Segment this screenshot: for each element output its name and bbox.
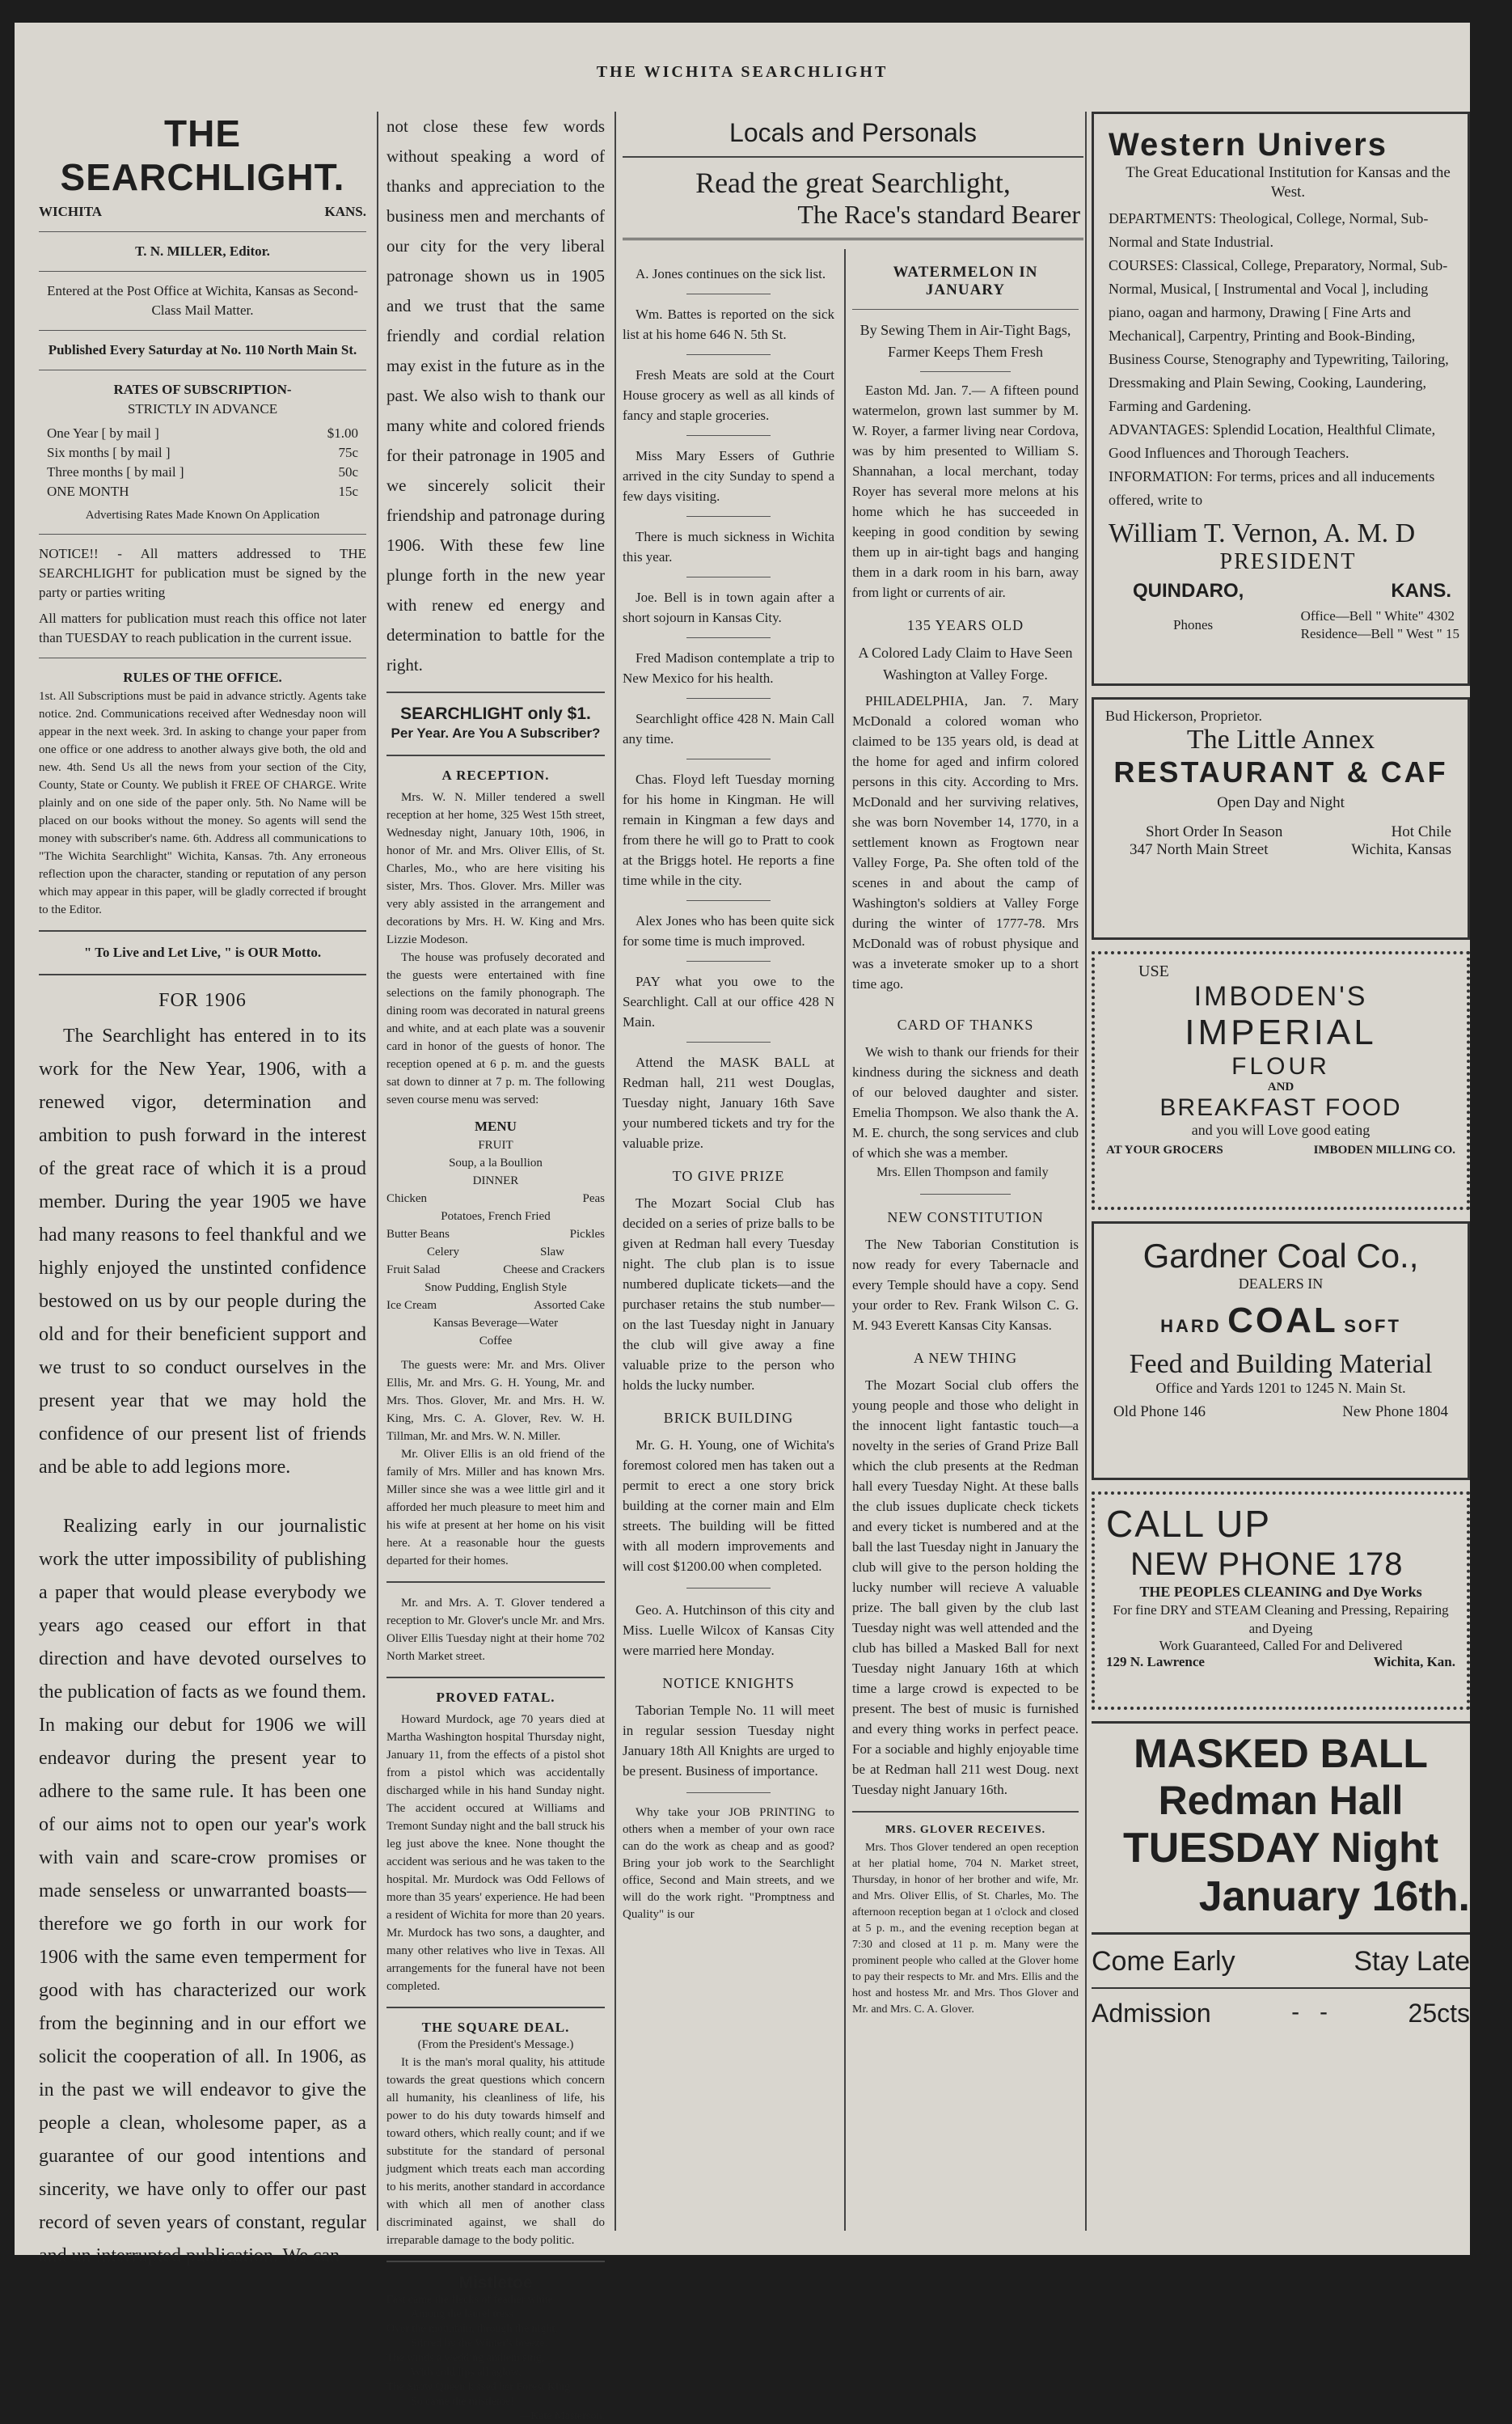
menu-item: Snow Pudding, English Style — [424, 1281, 567, 1294]
135-years-title: 135 YEARS OLD — [906, 617, 1024, 633]
menu-item: Slaw — [539, 1246, 564, 1259]
imboden-imperial: IMPERIAL — [1185, 1013, 1377, 1052]
for1906-p2: Realizing early in our journalistic work the utter impossibility of publishing a paper that would please everybody we years ago ceased our effort in that direction and have devoted ourselves to the publication of facts as we found them. In making our debut for 1906 we will endeavor during the present year to adhere to the same rule. It has been one of our aims not to open our year's work with vain and scare-crow promises or made senseless or unwarranted boasts—therefore we go forth in our work for 1906 with the same even temperment for good with has characterized our work from the beginning and in our effort we solicit the cooperation of all. In 1906, as in the past we will endeavor to give the people a clean, wholesome paper, as a guarantee of our good intentions and sincerity, we have only to offer our past record of seven years of constant, regular and un interrupted publication. We can- — [39, 1516, 366, 2266]
masthead-city: WICHITA — [39, 204, 103, 219]
call-up: CALL UP — [1106, 1503, 1272, 1545]
call-address: 129 N. Lawrence — [1106, 1654, 1205, 1669]
local-item: PAY what you owe to the Searchlight. Call at our office 428 N Main. — [623, 974, 834, 1030]
notice-signed: NOTICE!! - All matters addressed to THE SEARCHLIGHT for publication must be signed by the party or parties writing — [39, 546, 366, 600]
card-of-thanks-text: We wish to thank our friends for their kindness during the sickness and death of our beloved daughter and sister. Emelia Thompson. We also thank the A. M. E. church, the song services and club of which she was a member. — [852, 1044, 1079, 1161]
local-item: Attend the MASK BALL at Redman hall, 211 west Douglas, Tuesday night, January 16th Save your numbered tickets and try for the valuable prize. — [623, 1055, 834, 1151]
menu-row — [386, 1243, 605, 1261]
rate-price: 50c — [338, 464, 358, 480]
new-thing-text: The Mozart Social club offers the young people and those who delight in the innocent light fantastic touch—a novelty in the series of Grand Prize Ball which the club presents at the Redman hall every Tuesday Night. At these balls the club issues duplicate check tickets and every ticket is numbered and at the ball the last Tuesday night in January the club will give to the person holding the lucky number will recieve A valuable prize. The ball given by the club last Tuesday night was well attended and the club has billed a Masked Ball for next Tuesday night January 16th at which time a large crowd is expected to be present. The best of music is furnished and every thing works in perfect peace. For a sociable and highly enjoyable time be at Redman hall 211 west Doug. next Tuesday night January 16th. — [852, 1377, 1079, 1797]
coal-new-phone: New Phone 1804 — [1342, 1403, 1448, 1420]
rate-row — [47, 424, 358, 443]
local-item: Searchlight office 428 N. Main Call any time. — [623, 711, 834, 747]
notice-deadline: All matters for publication must reach this office not later than TUESDAY to reach publication in the current issue. — [39, 611, 366, 645]
rules-title: RULES OF THE OFFICE. — [123, 670, 282, 685]
menu-items — [386, 1190, 605, 1314]
annex-proprietor: Bud Hickerson, Proprietor. — [1105, 708, 1262, 724]
card-of-thanks-sign: Mrs. Ellen Thompson and family — [876, 1165, 1049, 1179]
call-for: For fine DRY and STEAM Cleaning and Pressing, Repairing and Dyeing — [1113, 1602, 1449, 1636]
annex-address: 347 North Main Street — [1130, 841, 1269, 858]
editor-line: T. N. MILLER, Editor. — [135, 243, 270, 259]
ball-date: January 16th. — [1198, 1873, 1470, 1920]
menu-item: Cheese and Crackers — [503, 1263, 605, 1276]
menu-item: Ice Cream — [386, 1299, 437, 1312]
watermelon-title: WATERMELON IN JANUARY — [893, 264, 1038, 298]
published-notice: Published Every Saturday at No. 110 North Main St. — [48, 342, 357, 357]
reception-title: A RECEPTION. — [441, 768, 550, 783]
brick-title: BRICK BUILDING — [663, 1410, 794, 1426]
married-text: Geo. A. Hutchinson of this city and Miss. Luelle Wilcox of Kansas City were married here Monday. — [623, 1602, 834, 1658]
local-item: Joe. Bell is in town again after a short sojourn in Kansas City. — [623, 590, 834, 625]
constitution-title: NEW CONSTITUTION — [887, 1209, 1044, 1225]
poem-line: Over the mountain, through the night, — [386, 2323, 558, 2335]
motto: " To Live and Let Live, " is OUR Motto. — [83, 945, 322, 960]
wu-departments: DEPARTMENTS: Theological, College, Normal, Sub-Normal and State Industrial. — [1109, 210, 1429, 250]
rates-title: RATES OF SUBSCRIPTION- — [113, 382, 292, 397]
fatal-text: Howard Murdock, age 70 years died at Martha Washington hospital Thursday night, January 11, from the effects of a pistol shot from a pistol which was accidentally discharged while in his hand Sunday night. The accident occured at Williams and Tremont Sunday night and the ball struck his leg just above the knee. None thought the accident was serious and he was taken to the hospital. Mr. Murdock was Odd Fellows of more than 35 years' experience. He had been a resident of Wichita for more than 20 years. Mr. Murdock has two sons, a daughter, and many other relatives who live in Texas. All arrangements for the funeral have not been completed. — [386, 1713, 605, 1993]
call-phone: NEW PHONE 178 — [1130, 1546, 1404, 1582]
menu-beverage: Kansas Beverage—Water — [433, 1317, 559, 1330]
advertising-note: Advertising Rates Made Known On Application — [85, 509, 320, 522]
entered-notice: Entered at the Post Office at Wichita, Kansas as Second-Class Mail Matter. — [47, 283, 358, 318]
local-item: Chas. Floyd left Tuesday morning for his home in Kingman. He will remain in Kingman a few days and from there he will go to Pratt to cook at the Briggs hotel. He reports a fine time while in the city. — [623, 772, 834, 888]
call-city: Wichita, Kan. — [1373, 1654, 1455, 1669]
column-ads — [1092, 112, 1470, 2231]
wu-subtitle: The Great Educational Institution for Kansas and the West. — [1126, 164, 1451, 201]
watermelon-text: Easton Md. Jan. 7.— A fifteen pound watermelon, grown last summer by M. W. Royer, a farmer living near Cordova, was by him presented to William S. Shannahan, a local merchant, today Royer has several more melons at his home which he has succeeded in keeping in good condition by sewing them up in air-tight bags and hanging them in a dark room in his barn, away from light or currents of air. — [852, 383, 1079, 600]
poem-author: —Kate Masterson. — [519, 2410, 605, 2422]
square-deal-text: It is the man's moral quality, his attitude towards the great questions which concern all humanity, his cleanliness of life, his power to do his duty towards himself and toward others, which really count; and if we substitute for the standard of personal judgment which treats each man according to his merits, another standard in accordance with which all men of another class discriminated against, we shall do irreparable damage to the body politic. — [386, 2056, 605, 2247]
guests-text: The guests were: Mr. and Mrs. Oliver Ellis, Mr. and Mrs. G. H. Young, Mr. and Mrs. Thos. Glover, Mr. and Mrs. H. W. King, Mrs. C. A. Glover, Rev. W. H. Tillman, Mr. and Mrs. W. N. Miller. — [386, 1359, 605, 1443]
imboden-love: and you will Love good eating — [1191, 1122, 1371, 1138]
ellis-text: Mr. Oliver Ellis is an old friend of the family of Mrs. Miller and has known Mrs. Miller since she was a wee little girl and it afforded her much pleasure to meet him and his wife at present at her home on his visit here. At a reasonable hour the guests departed for their homes. — [386, 1448, 605, 1567]
menu-item: Fruit Salad — [386, 1263, 441, 1276]
menu-item: Potatoes, French Fried — [441, 1210, 551, 1223]
column-rule — [844, 249, 846, 2231]
masthead-state: KANS. — [324, 204, 366, 219]
for1906-continued: not close these few words without speaking a word of thanks and appreciation to the business men and merchants of our city for the very liberal patronage shown us in 1905 and we trust that the same friendly and cordial relation may exist in the future as in the past. We also wish to thank our many white and colored friends for their patronage in 1905 and we sincerely solicit their friendship and patronage during 1906. With these few line plunge forth in the new year with renew ed energy and determination to battle for the right. — [386, 116, 605, 675]
wu-office-phone: Office—Bell " White" 4302 — [1300, 608, 1455, 624]
locals-banner — [623, 112, 1083, 249]
knights-text: Taborian Temple No. 11 will meet in regular session Tuesday night January 18th All Knights are urged to be present. Business of importance. — [623, 1703, 834, 1779]
mistletoe-title: Mistletoe — [458, 2274, 533, 2292]
rate-row — [47, 443, 358, 463]
column-rule — [615, 112, 616, 2231]
menu-item: Celery — [427, 1246, 459, 1259]
menu-fruit: FRUIT — [478, 1139, 513, 1152]
rate-label: One Year [ by mail ] — [47, 425, 159, 441]
menu-item: Peas — [582, 1192, 605, 1205]
banner-line-1: Read the great Searchlight, — [695, 167, 1011, 199]
coal-dealers: DEALERS IN — [1238, 1275, 1324, 1292]
prize-title: TO GIVE PRIZE — [672, 1168, 785, 1184]
menu-row — [386, 1225, 605, 1243]
subscription-line: Per Year. Are You A Subscriber? — [391, 726, 601, 741]
watermelon-sub: By Sewing Them in Air-Tight Bags, Farmer Keeps Them Fresh — [859, 322, 1071, 360]
ball-admission: Admission — [1092, 1999, 1211, 2028]
poem-line: Stirred by the Winter's breeze. — [411, 2337, 548, 2350]
poem-line: Fast came the flecks of feather white — [386, 2294, 554, 2306]
locals-list — [623, 264, 834, 1153]
menu-row — [386, 1279, 605, 1297]
imboden-flour-ad — [1092, 951, 1470, 1210]
menu-soup: Soup, a la Boullion — [449, 1157, 543, 1170]
newspaper-page — [15, 23, 1470, 2422]
ball-price: 25cts — [1408, 1999, 1470, 2028]
imboden-breakfast: BREAKFAST FOOD — [1159, 1094, 1402, 1121]
local-item: Alex Jones who has been quite sick for some time is much improved. — [623, 913, 834, 949]
imboden-use: USE — [1138, 962, 1169, 980]
menu-row — [386, 1297, 605, 1314]
menu-item: Butter Beans — [386, 1228, 450, 1241]
135-years-sub: A Colored Lady Claim to Have Seen Washington at Valley Forge. — [858, 645, 1073, 683]
wu-title: Western Univers — [1109, 127, 1387, 163]
wu-residence-phone: Residence—Bell " West " 15 — [1300, 626, 1459, 641]
rates-list — [47, 424, 358, 501]
job-printing-text: Why take your JOB PRINTING to others when a member of your own race can do the work as cheap and as good? Bring your job work to the Searchlight office, Second and Main streets, and we will do the work right. "Promptness and Quality" is our — [623, 1806, 834, 1921]
call-works: THE PEOPLES CLEANING and Dye Works — [1139, 1584, 1422, 1600]
wu-advantages: ADVANTAGES: Splendid Location, Healthful Climate, Good Influences and Thorough Teachers. — [1109, 421, 1436, 461]
prize-text: The Mozart Social Club has decided on a series of prize balls to be given at Redman hall every Tuesday night. The club plan is to issue numbered duplicate tickets—and the purchaser retains the stub number—on the last Tuesday night in January the club will give away a fine valuable prize to the person who holds the lucky number. — [623, 1195, 834, 1393]
glover-receives-title: MRS. GLOVER RECEIVES. — [885, 1824, 1046, 1836]
menu-item: Chicken — [386, 1192, 427, 1205]
coal-office: Office and Yards 1201 to 1245 N. Main St. — [1155, 1380, 1406, 1396]
menu-item: Pickles — [569, 1228, 605, 1241]
masked-ball-ad: MASKED BALL Redman Hall TUESDAY Night January 16th. Come Early Stay Late Admission - - 25cts — [1092, 1721, 1470, 2028]
call-work: Work Guaranteed, Called For and Delivered — [1159, 1638, 1403, 1653]
menu-dinner: DINNER — [472, 1174, 519, 1187]
coal-coal: COAL — [1227, 1301, 1338, 1340]
menu-row — [386, 1208, 605, 1225]
wu-president-name: William T. Vernon, A. M. D — [1109, 518, 1416, 548]
knights-title: NOTICE KNIGHTS — [662, 1675, 795, 1691]
ball-come-early: Come Early — [1092, 1946, 1235, 1977]
brick-text: Mr. G. H. Young, one of Wichita's foremost colored men has taken out a permit to erect a one story brick building at the corner main and Elm streets. The building will be fitted with all modern improvements and will cost $1200.00 when completed. — [623, 1437, 834, 1574]
menu-row — [386, 1190, 605, 1208]
wu-town: QUINDARO, — [1133, 580, 1244, 602]
annex-short-order: Short Order In Season — [1146, 823, 1283, 840]
rate-row — [47, 482, 358, 501]
new-thing-title: A NEW THING — [913, 1350, 1018, 1366]
card-of-thanks-title: CARD OF THANKS — [897, 1017, 1034, 1033]
135-years-text: PHILADELPHIA, Jan. 7. Mary McDonald a colored woman who claimed to be 135 years old, is dead at the home for aged and infirm colored persons in this city. According to Mrs. McDonald and her surviving relatives, she was born November 14, 1770, in a settlement known as Frogtown near Valley Forge, Pa. She often told of the scenes in and about the camp of Washington's soldiers at Valley Forge during the winter of 1777-78. Mrs McDonald was of robust physique and was a inveterate smoker up to a short time ago. — [852, 693, 1079, 992]
rate-label: Three months [ by mail ] — [47, 464, 184, 480]
column-masthead — [39, 112, 366, 2266]
rates-subtitle: STRICTLY IN ADVANCE — [127, 401, 278, 417]
coal-soft: SOFT — [1344, 1316, 1401, 1336]
little-annex-ad — [1092, 697, 1470, 940]
column-rule — [377, 112, 378, 2231]
subscription-title: SEARCHLIGHT only $1. — [400, 704, 591, 723]
coal-hard: HARD — [1160, 1316, 1222, 1336]
rate-label: ONE MONTH — [47, 484, 129, 499]
coal-feed: Feed and Building Material — [1129, 1349, 1433, 1379]
coal-old-phone: Old Phone 146 — [1113, 1403, 1206, 1420]
imboden-grocers: AT YOUR GROCERS — [1106, 1144, 1223, 1157]
coal-name: Gardner Coal Co., — [1142, 1237, 1419, 1275]
rate-price: 75c — [338, 445, 358, 460]
menu-coffee: Coffee — [479, 1335, 513, 1347]
annex-open: Open Day and Night — [1217, 794, 1345, 811]
square-deal-title: THE SQUARE DEAL. — [421, 2020, 570, 2035]
locals-title: Locals and Personals — [729, 118, 977, 147]
for1906-title: FOR 1906 — [158, 990, 247, 1011]
ball-title: MASKED BALL — [1134, 1731, 1428, 1776]
local-item: There is much sickness in Wichita this year. — [623, 529, 834, 565]
rules-text: 1st. All Subscriptions must be paid in advance strictly. Agents take notice. 2nd. Communications received after Wednesday noon will appear in the next week. 3rd. In asking to change your paper from one office or one address to another always give both, the old and new. 4th. Send Us all the news from your section of the City, County, State or County. We publish it FREE OF CHARGE. Write plainly and on one side of the paper only. 5th. No Name will be placed on our books without the money. So agents will send the money with subscriber's name. 6th. Address all communications to "The Wichita Searchlight" Wichita, Kansas. 7th. Any erroneous reflection upon the character, standing or reputation of any person which may appear in this paper, will be gladly corrected if brought to the Editor. — [39, 690, 366, 916]
poem-line: The Snow Queen kissed her Forest King — [386, 2381, 571, 2393]
square-deal-sub: (From the President's Message.) — [417, 2038, 574, 2051]
column-rule — [1085, 112, 1087, 2231]
rate-row — [47, 463, 358, 482]
western-university-ad — [1092, 112, 1470, 686]
wu-courses: COURSES: Classical, College, Preparatory, Normal, Sub-Normal, Musical, [ Instrumental and Vocal ], including piano, oagan and harmony, Drawing [ Fine Arts and Mechanical], Carpentry, Printing and Book-Binding, Business Course, Stenography and Typewriting, Tailoring, Dressmaking and Plain Sewing, Cooking, Laundering, Farming and Gardening. — [1109, 257, 1449, 414]
local-item: A. Jones continues on the sick list. — [636, 266, 826, 281]
wu-phones: Phones — [1173, 617, 1214, 632]
masthead: THE SEARCHLIGHT. — [60, 112, 345, 198]
local-item: Miss Mary Essers of Guthrie arrived in the city Sunday to spend a few days visiting. — [623, 448, 834, 504]
banner-line-2: The Race's standard Bearer — [797, 200, 1080, 229]
imboden-and: AND — [1267, 1081, 1294, 1094]
for1906-p1: The Searchlight has entered in to its work for the New Year, 1906, with a renewed vigor, determination and ambition to push forward in the interest of the great race of which it is a proud member. During the year 1905 we have had many reasons to feel thankful and we highly enjoyed the unstinted confidence bestowed on us by our people during the old and for their beneficient support and we trust to so conduct ourselves in the present year that we may hold the confidence of our present list of friends and be able to add legions more. — [39, 1026, 366, 1478]
ball-tuesday: TUESDAY Night — [1122, 1825, 1439, 1872]
rate-price: 15c — [338, 484, 358, 499]
imboden-name: IMBODEN'S — [1193, 981, 1368, 1012]
column-two — [386, 112, 605, 2422]
annex-chili: Hot Chile — [1391, 823, 1451, 840]
ball-hall: Redman Hall — [1158, 1778, 1404, 1823]
glover-receives-text: Mrs. Thos Glover tendered an open reception at her platial home, 704 N. Market street, Thursday, in honor of her brother and wife, Mr. and Mrs. Oliver Ellis, of St. Charles, Mo. The afternoon reception began at 1 o'clock and closed at 5 p. m., and the evening reception began at 7:30 and closed at 11 p. m. Many were the prominent people who called at the Glover home to pay their respects to Mr. and Mrs. Ellis and the host and hostess Mr. and Mrs. Thos Glover and Mr. and Mrs. C. A. Glover. — [852, 1842, 1079, 2016]
page-header: THE WICHITA SEARCHLIGHT — [596, 63, 889, 81]
poem-line: So came the mistletoe! — [411, 2396, 514, 2408]
poem-line: The winds a wedding anthem sing, — [386, 2352, 545, 2364]
poem-line: With cold lips all aglow, — [411, 2367, 522, 2379]
column-four — [852, 264, 1079, 2231]
imboden-mill: IMBODEN MILLING CO. — [1313, 1144, 1455, 1157]
annex-city: Wichita, Kansas — [1351, 841, 1451, 858]
reception-p1: Mrs. W. N. Miller tendered a swell reception at her home, 325 West 15th street, Wednesday night, January 10th, 1906, in honor of Mr. and Mrs. Oliver Ellis, of St. Charles, Mo., who are here visiting his sister, Mrs. Thos. Glover. Mrs. Miller was very ably assisted in the arrangement and decorations by Mrs. H. W. King and Mrs. Lizzie Modeson. — [386, 791, 605, 946]
wu-president-title: PRESIDENT — [1219, 549, 1357, 574]
constitution-text: The New Taborian Constitution is now ready for every Tabernacle and every Temple should have a copy. Send your order to Rev. Frank Wilson C. G. M. 943 Everett Kansas City Kansas. — [852, 1237, 1079, 1333]
wu-information: INFORMATION: For terms, prices and all inducements offered, write to — [1109, 468, 1435, 508]
local-item: Fresh Meats are sold at the Court House grocery as well as all kinds of fancy and staple groceries. — [623, 367, 834, 423]
local-item: Wm. Battes is reported on the sick list at his home 646 N. 5th St. — [623, 307, 834, 342]
fatal-title: PROVED FATAL. — [436, 1690, 555, 1705]
menu-item: Assorted Cake — [534, 1299, 605, 1312]
local-item: Fred Madison contemplate a trip to New Mexico for his health. — [623, 650, 834, 686]
rate-price: $1.00 — [327, 425, 358, 441]
rate-label: Six months [ by mail ] — [47, 445, 171, 460]
annex-restaurant: RESTAURANT & CAF — [1113, 755, 1448, 789]
poem — [386, 2293, 605, 2424]
gardner-coal-ad — [1092, 1221, 1470, 1480]
menu-row — [386, 1261, 605, 1279]
ball-stay-late: Stay Late — [1354, 1946, 1470, 1977]
peoples-cleaning-ad — [1092, 1491, 1470, 1710]
glover-reception-text: Mr. and Mrs. A. T. Glover tendered a reception to Mr. Glover's uncle Mr. and Mrs. Oliver Ellis Tuesday night at their home 702 North Market street. — [386, 1597, 605, 1663]
imboden-flour: FLOUR — [1231, 1053, 1330, 1080]
menu-title: MENU — [475, 1119, 517, 1134]
reception-p2: The house was profusely decorated and the guests were entertained with fine selections on the family phonograph. The dining room was decorated in natural greens and white, and at each plate was a souvenir card in honor of the guests of honor. The reception opened at 6 p. m. and the guests sat down to dinner at 7 p. m. The following seven course menu was served: — [386, 951, 605, 1106]
poem-line: Among the laurel tress — [411, 2308, 514, 2320]
annex-name: The Little Annex — [1186, 725, 1375, 755]
wu-state: KANS. — [1391, 580, 1451, 602]
